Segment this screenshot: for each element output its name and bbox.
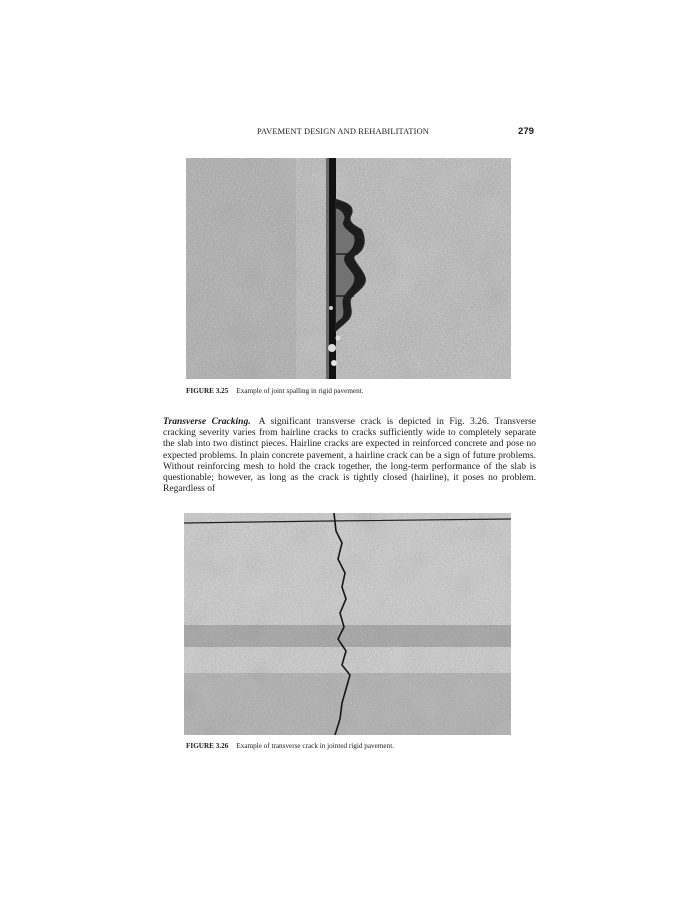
- figure-caption-3-26: [186, 742, 394, 750]
- running-head: [162, 127, 534, 141]
- figure-caption-text: Example of joint spalling in rigid pavement.: [236, 387, 364, 395]
- body-paragraph: [163, 416, 536, 494]
- running-title: PAVEMENT DESIGN AND REHABILITATION: [257, 127, 430, 136]
- figure-label: FIGURE 3.25: [186, 387, 229, 395]
- joint-spalling-photo: [186, 158, 511, 379]
- figure-label: FIGURE 3.26: [186, 742, 229, 750]
- section-heading: Transverse Cracking.: [163, 416, 251, 427]
- page-number: 279: [517, 126, 534, 137]
- transverse-crack-photo: [184, 513, 511, 735]
- paragraph-text: A significant transverse crack is depicted in Fig. 3.26. Transverse cracking severity varies from hairline cracks to cracks sufficiently wide to completely separate the slab into two distinct pieces. Hairline cracks are expected in reinforced concrete and pose no expected problems. In plain concrete pavement, a hairline crack can be a sign of future problems. Without reinforcing mesh to hold the crack together, the long-term performance of the slab is questionable; however, as long as the crack is tightly closed (hairline), it poses no problem. Regardless of: [163, 416, 536, 495]
- figure-caption-3-25: [186, 387, 364, 395]
- figure-caption-text: Example of transverse crack in jointed rigid pavement.: [236, 742, 395, 750]
